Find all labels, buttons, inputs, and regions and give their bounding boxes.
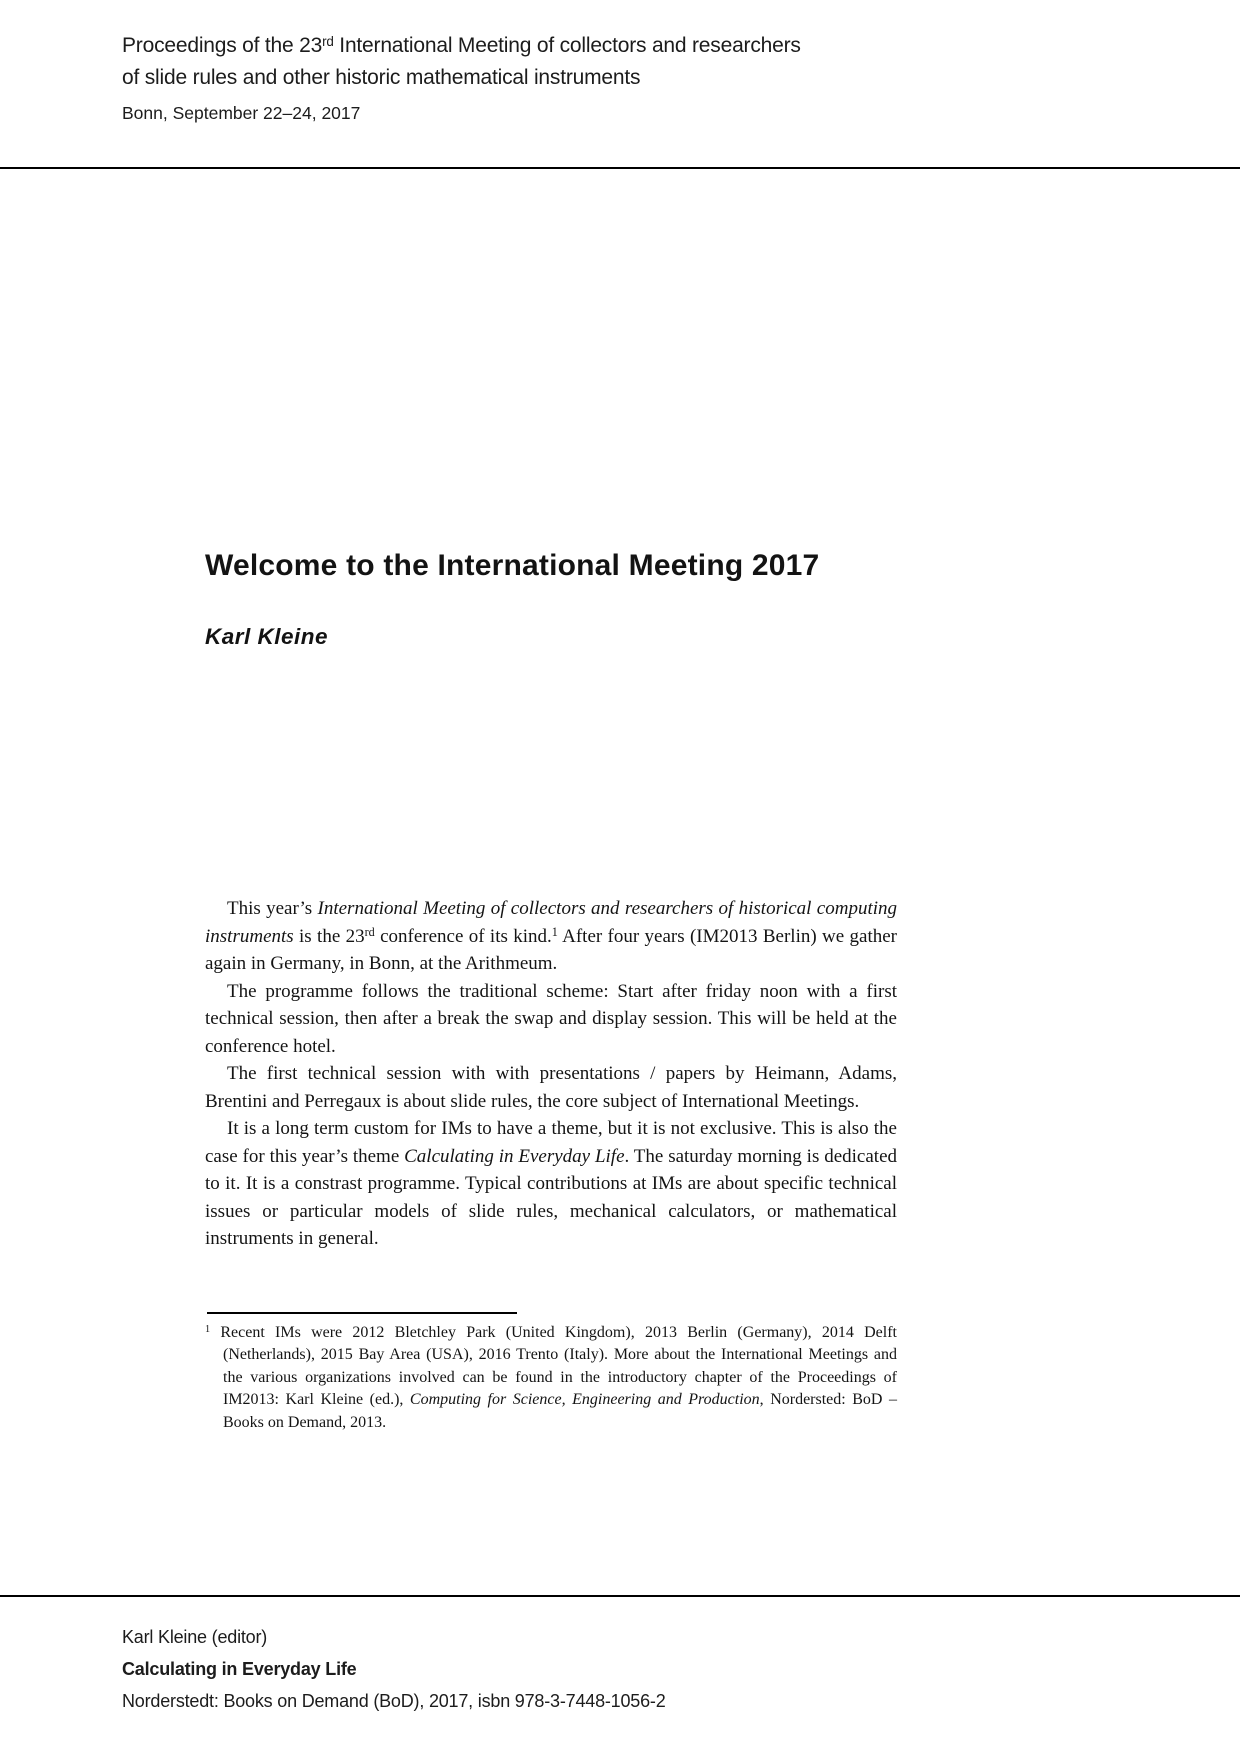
body-text: [205, 895, 897, 1253]
paragraph-3: The first technical session with with presentations / papers by Heimann, Adams, Brentini and Perregaux is about slide rules, the core subject of International Meetings.: [205, 1063, 897, 1112]
header-line-2: of slide rules and other historic mathematical instruments: [122, 66, 641, 89]
footnote-text: $^1$ Recent IMs were 2012 Bletchley Park (United Kingdom), 2013 Berlin (Germany), 2014 Delft (Netherlands), 2015 Bay Area (USA), 2016 Trento (Italy). More about the International Meetings and the various organizations involved can be found in the introductory chapter of the Proceedings of IM2013: Karl Kleine (ed.), Computing for Science, Engineering and Production, Nordersted: BoD – Books on Demand, 2013.: [205, 1323, 897, 1431]
page-header: [122, 30, 1102, 125]
footnote-area: [205, 1312, 897, 1434]
header-date: Bonn, September 22–24, 2017: [122, 103, 361, 123]
paragraph-2: The programme follows the traditional scheme: Start after friday noon with a first technical session, then after a break the swap and display session. This will be held at the conference hotel.: [205, 980, 897, 1057]
page-footer: [122, 1621, 1102, 1717]
author-name: Karl Kleine: [205, 624, 329, 649]
header-line-1: Proceedings of the 23rd International Meeting of collectors and researchers: [122, 33, 801, 57]
paragraph-1: This year’s International Meeting of collectors and researchers of historical computing instruments is the 23rd conference of its kind.$^1$ After four years (IM2013 Berlin) we gather again in Germany, in Bonn, at the Arithmeum.: [205, 898, 897, 974]
footer-book-title: Calculating in Everyday Life: [122, 1659, 357, 1679]
footer-editor: Karl Kleine (editor): [122, 1627, 268, 1647]
footer-imprint: Norderstedt: Books on Demand (BoD), 2017, isbn 978-3-7448-1056-2: [122, 1691, 666, 1711]
footnote-rule: [207, 1312, 517, 1314]
paragraph-4: It is a long term custom for IMs to have a theme, but it is not exclusive. This is also the case for this year’s theme Calculating in Everyday Life. The saturday morning is dedicated to it. It is a constrast programme. Typical contributions at IMs are about specific technical issues or particular models of slide rules, mechanical calculators, or mathematical instruments in general.: [205, 1118, 897, 1249]
chapter-title: Welcome to the International Meeting 2017: [205, 549, 820, 582]
header-rule: [0, 167, 1240, 169]
footer-rule: [0, 1595, 1240, 1597]
